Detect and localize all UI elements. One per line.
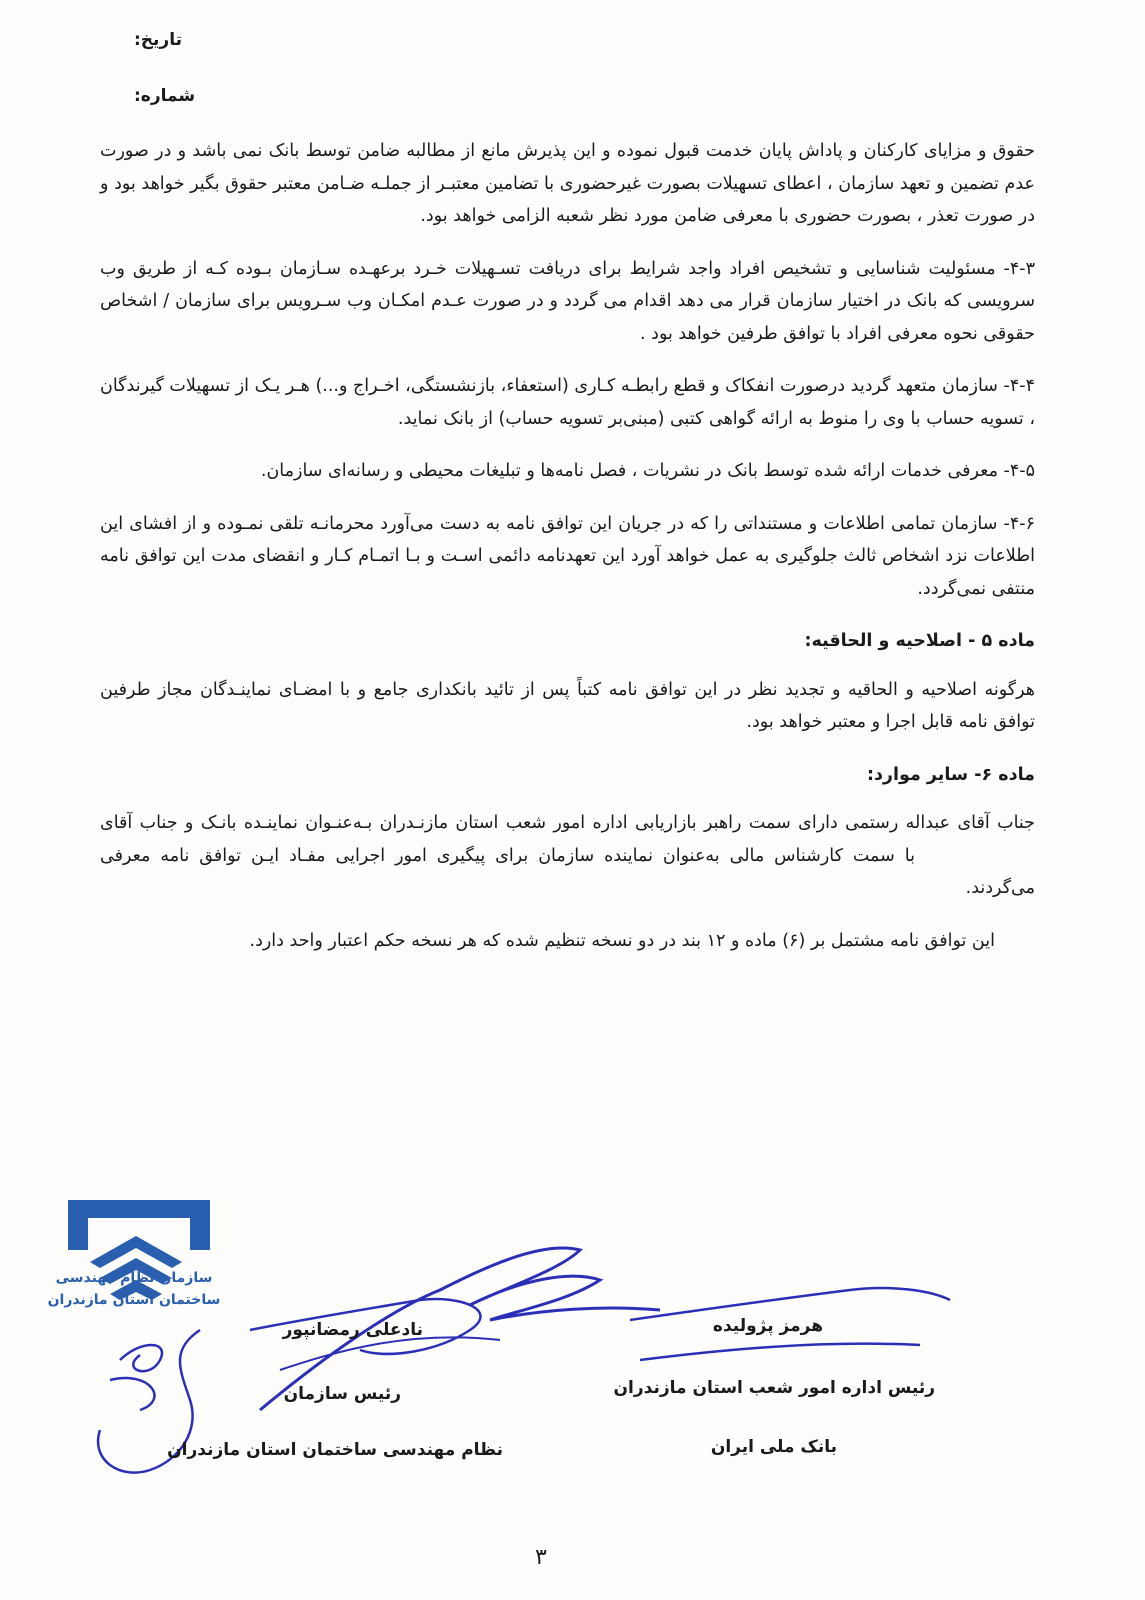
agreement-body [100, 135, 1035, 977]
right-signatory-title: رئیس اداره امور شعب استان مازندران [613, 1378, 935, 1398]
logo-text-line2: ساختمان استان مازندران [47, 1292, 221, 1308]
date-label: تاریخ: [134, 30, 182, 50]
left-signatory-org: نظام مهندسی ساختمان استان مازندران [167, 1440, 503, 1460]
right-signatory-org: بانک ملی ایران [710, 1437, 837, 1457]
right-signatory-name: هرمز پژولیده [712, 1316, 823, 1336]
clause-4-5: ۴-۵- معرفی خدمات ارائه شده توسط بانک در نشریات ، فصل نامه‌ها و تبلیغات محیطی و رسانه‌ای سازمان. [260, 461, 1035, 481]
clause-4-3: ۴-۳- مسئولیت شناسایی و تشخیص افراد واجد شرایط برای دریافت تسـهیلات خـرد برعهـده سـازمان بـوده کـه از طریق وب سرویسی که بانک در اختیار سازمان قرار می دهد اقدام می گردد و در صورت عـدم امکـان وب سـرویس برای سازمان / اشخاص حقوقی نحوه معرفی افراد با توافق طرفین خواهد بود . [100, 258, 1035, 344]
article-6-text [100, 807, 1035, 905]
left-signatory-name: نادعلی رمضانپور [282, 1320, 423, 1340]
number-label: شماره: [134, 86, 196, 106]
signature-initial [80, 1320, 230, 1490]
logo-text-line1: سازمان نظام مهندسی [55, 1270, 213, 1286]
article-5-text: هرگونه اصلاحیه و الحاقیه و تجدید نظر در این توافق نامه کتباً پس از تائید بانکداری جامع و با امضـای نماینـدگان مجاز طرفین توافق نامه قابل اجرا و معتبر خواهد بود. [100, 679, 1035, 732]
article-6-text-part1: جناب آقای عبداله رستمی دارای سمت راهبر بازاریابی اداره امور شعب استان مازنـدران بـه‌عنـوان نماینـده بانـک و جناب آقای [100, 813, 1035, 833]
article-5-heading: ماده ۵ - اصلاحیه و الحاقیه: [804, 631, 1035, 651]
closing-statement: این توافق نامه مشتمل بر (۶) ماده و ۱۲ بند در دو نسخه تنظیم شده که هر نسخه حکم اعتبار واحد دارد. [249, 930, 995, 951]
paragraph-continued: حقوق و مزایای کارکنان و پاداش پایان خدمت قبول نموده و این پذیرش مانع از مطالبه ضامن توسط بانک نمی باشد و در صورت عدم تضمین و تعهد سازمان ، اعطای تسهیلات بصورت غیرحضوری با تضامین معتبـر از جملـه ضـامن معتبر حقوق بگیر خواهد بود و در صورت تعذر ، بصورت حضوری با معرفی ضامن مورد نظر شعبه الزامی خواهد بود. [100, 141, 1035, 226]
left-signatory-title: رئیس سازمان [283, 1384, 401, 1404]
page-number: ۳ [535, 1545, 547, 1570]
engineering-organization-logo [40, 1190, 240, 1340]
clause-4-4: ۴-۴- سازمان متعهد گردید درصورت انفکاک و قطع رابطـه کـاری (استعفاء، بازنشستگی، اخـراج و...) هـر یـک از تسهیلات گیرندگان ، تسویه حساب با وی را منوط به ارائه گواهی کتبی (مبنی‌بر تسویه حساب) از بانک نماید. [100, 376, 1035, 429]
article-6-heading: ماده ۶- سایر موارد: [866, 764, 1035, 785]
clause-4-6: ۴-۶- سازمان تمامی اطلاعات و مستنداتی را که در جریان این توافق نامه به دست می‌آورد محرمانـه تلقی نمـوده و از افشای این اطلاعات نزد اشخاص ثالث جلوگیری به عمل خواهد آورد این تعهدنامه دائمی اسـت و بـا اتمـام کـار و انقضای مدت این توافق نامه منتفی نمی‌گردد. [100, 513, 1035, 599]
article-6-text-part2: با سمت کارشناس مالی به‌عنوان نماینده سازمان برای پیگیری امور اجرایی مفـاد ایـن توافق نامه معرفی می‌گردند. [100, 845, 1035, 898]
